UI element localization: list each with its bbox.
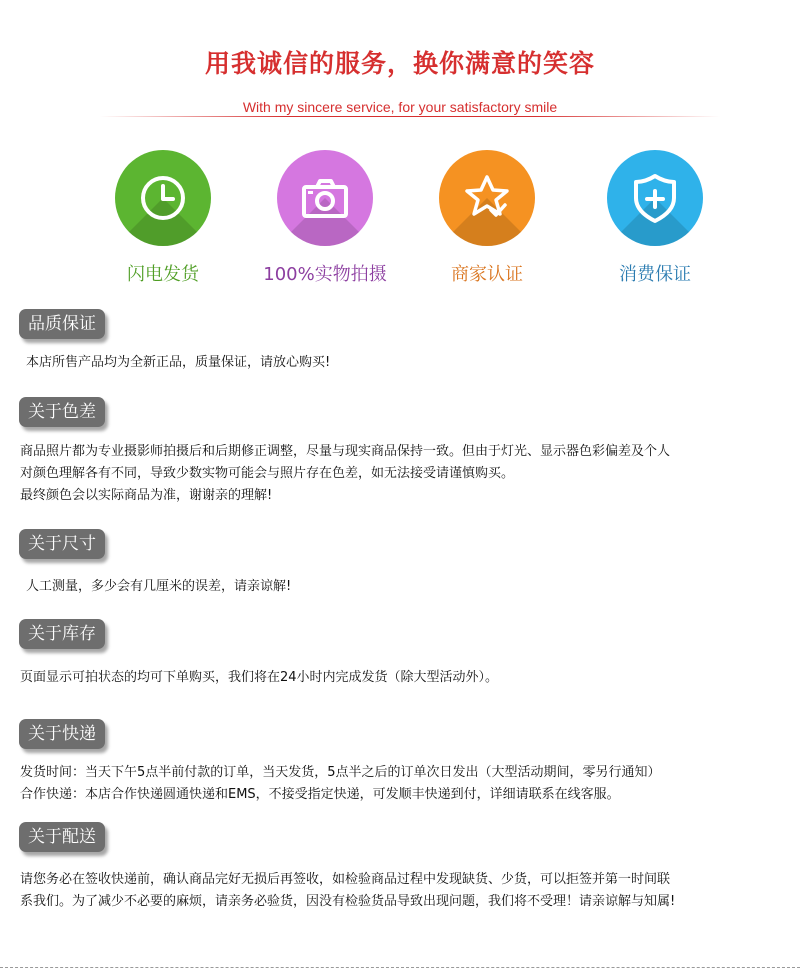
feature-label: 闪电发货: [127, 264, 199, 285]
section-line: 请您务必在签收快递前，确认商品完好无损后再签收，如检验商品过程中发现缺货、少货，可以拒签并第一时间联: [20, 872, 671, 887]
section-heading-size: 关于尺寸: [19, 529, 105, 559]
shield-plus-icon: [625, 168, 685, 228]
page-subtitle: With my sincere service, for your satisfactory smile: [242, 99, 558, 115]
page-title: 用我诚信的服务，换你满意的笑容: [204, 49, 595, 78]
bottom-divider: [0, 967, 800, 968]
section-body-express: [20, 762, 780, 806]
feature-consumer-guarantee: [580, 150, 730, 286]
feature-fast-shipping: [88, 150, 238, 286]
feature-label: 商家认证: [451, 264, 523, 285]
star-check-icon: [457, 168, 517, 228]
section-heading-quality: 品质保证: [19, 309, 105, 339]
feature-circle: [439, 150, 535, 246]
section-body-color-difference: [20, 441, 780, 507]
feature-label: 100%实物拍摄: [263, 264, 387, 285]
feature-circle: [115, 150, 211, 246]
section-heading-stock: 关于库存: [19, 619, 105, 649]
feature-real-photos: [250, 150, 400, 286]
section-line: 最终颜色会以实际商品为准，谢谢亲的理解!: [20, 488, 273, 503]
section-body-stock: [20, 667, 780, 689]
section-line: 对颜色理解各有不同，导致少数实物可能会与照片存在色差，如无法接受请谨慎购买。: [20, 466, 515, 481]
section-line: 人工测量，多少会有几厘米的误差，请亲谅解!: [26, 579, 292, 594]
section-line: 发货时间：当天下午5点半前付款的订单，当天发货，5点半之后的订单次日发出（大型活动期间，零另行通知）: [20, 765, 661, 780]
section-line: 商品照片都为专业摄影师拍摄后和后期修正调整，尽量与现实商品保持一致。但由于灯光、显示器色彩偏差及个人: [20, 444, 671, 459]
feature-merchant-certified: [412, 150, 562, 286]
section-line: 系我们。为了减少不必要的麻烦，请亲务必验货，因没有检验货品导致出现问题，我们将不受理！请亲谅解与知属!: [20, 894, 676, 909]
section-body-delivery: [20, 869, 780, 913]
section-heading-color-difference: 关于色差: [19, 397, 105, 427]
section-heading-express: 关于快递: [19, 719, 105, 749]
section-body-quality: [26, 352, 786, 374]
section-line: 本店所售产品均为全新正品，质量保证，请放心购买!: [26, 355, 331, 370]
section-body-size: [26, 576, 786, 598]
feature-label: 消费保证: [619, 264, 691, 285]
feature-circle: [277, 150, 373, 246]
section-heading-delivery: 关于配送: [19, 822, 105, 852]
section-line: 页面显示可拍状态的均可下单购买，我们将在24小时内完成发货（除大型活动外）。: [20, 670, 499, 685]
service-features: [0, 0, 800, 300]
clock-icon: [133, 168, 193, 228]
section-line: 合作快递：本店合作快递圆通快递和EMS，不接受指定快递，可发顺丰快递到付，详细请联系在线客服。: [20, 787, 620, 802]
feature-circle: [607, 150, 703, 246]
camera-icon: [295, 168, 355, 228]
